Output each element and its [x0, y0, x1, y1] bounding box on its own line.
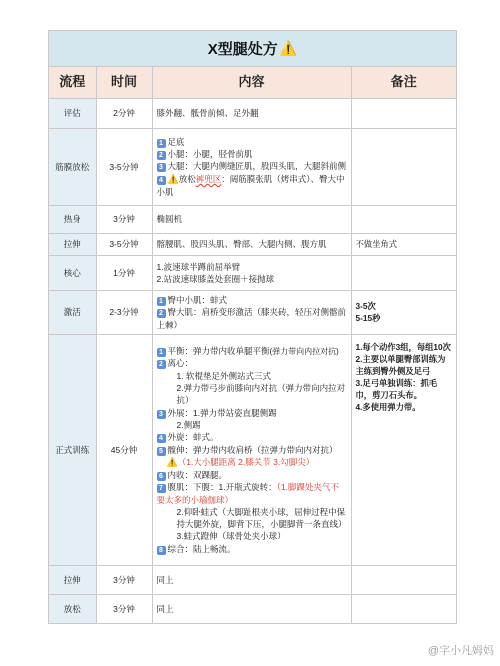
- item-text: 内收：双踝腿。: [167, 469, 228, 480]
- number-2-icon: 2: [157, 151, 166, 160]
- item-text: 大腿：大腿内侧缝匠肌，股四头肌，大腿斜前侧: [167, 161, 347, 172]
- item-text: 综合：陆上畅流。: [167, 543, 236, 554]
- note-cell: [351, 129, 456, 206]
- flow-cell: 评估: [49, 99, 96, 129]
- number-4-icon: 4: [157, 176, 166, 185]
- flow-cell: 拉伸: [49, 234, 96, 256]
- sheet-title: [49, 31, 456, 67]
- note-line: 2.主要以单腿臀部训练为主练到臀外侧及足弓: [355, 353, 446, 376]
- item-text: 放松: [178, 173, 196, 184]
- note-cell: [351, 99, 456, 129]
- flow-cell: 放松: [49, 594, 96, 623]
- item-text: 离心：: [167, 358, 194, 369]
- header-content: 内容: [152, 67, 351, 99]
- list-item: [157, 136, 347, 148]
- list-item: [157, 148, 347, 160]
- list-item: [157, 160, 347, 172]
- time-cell: 3-5分钟: [96, 129, 152, 206]
- number-3-icon: 3: [157, 410, 166, 419]
- flow-cell: 正式训练: [49, 334, 96, 565]
- number-7-icon: 7: [157, 484, 166, 493]
- content-cell: 椭圆机: [152, 206, 351, 234]
- table-row: [49, 291, 456, 335]
- time-cell: 1分钟: [96, 256, 152, 291]
- table-row: [49, 129, 456, 206]
- note-cell: 不做坐角式: [351, 234, 456, 256]
- warning-text: （1.脚踝处夹气不要太多的小瑜伽球）: [156, 482, 339, 505]
- note-line: 4.多使用弹力带。: [355, 402, 421, 413]
- list-item: [157, 345, 347, 358]
- note-cell: [351, 594, 456, 623]
- item-text: ：阔筋膜张肌（烤串式）、臀大中小肌: [156, 173, 345, 197]
- list-item: [157, 407, 347, 419]
- list-item: [157, 357, 347, 369]
- sub-item: 1. 软棍垫足外侧站式三式: [176, 370, 271, 381]
- number-5-icon: 5: [157, 447, 166, 456]
- note-cell: [351, 256, 456, 291]
- item-text: 臀大肌：肩桥变形激活（膝夹砖，轻压对侧髂前上棘）: [156, 307, 347, 330]
- content-cell: 膝外翻、骶骨前倾、足外翻: [152, 99, 351, 129]
- item-text: 臀中小肌：蚌式: [167, 295, 228, 305]
- content-cell: [152, 256, 351, 291]
- number-3-icon: 3: [157, 163, 166, 172]
- number-2-icon: 2: [157, 360, 166, 369]
- table-row: [49, 206, 456, 234]
- list-item: 1.波速球半蹲前屈举臂: [156, 261, 241, 272]
- time-cell: 3分钟: [96, 206, 152, 234]
- time-cell: 3分钟: [96, 594, 152, 623]
- list-item: [157, 469, 347, 481]
- sub-item: 2.侧踢: [176, 419, 201, 430]
- item-text: 腹肌：下腹：1.开瓶式旋转：: [167, 482, 277, 493]
- content-cell: 同上: [152, 594, 351, 623]
- watermark: @字小凡姆妈: [427, 645, 494, 657]
- item-text: 外旋：蚌式。: [167, 432, 219, 443]
- warning-icon: ⚠️: [166, 456, 178, 467]
- item-text: 足底: [167, 136, 185, 147]
- item-text: 髋伸：弹力带内收肩桥（拉弹力带向内对抗）: [167, 444, 338, 455]
- content-cell: [152, 334, 351, 565]
- flow-cell: 激活: [49, 291, 96, 335]
- sub-item: [157, 456, 347, 469]
- item-text: 小腿：小腿，胫骨前肌: [167, 149, 253, 160]
- sub-item: 2.仰卧蛙式（大脚趾根夹小球，屈伸过程中保持大腿外旋，脚背下压，小腿脚背一条直线）: [176, 506, 347, 530]
- highlight-text: 裤兜区: [195, 173, 222, 184]
- number-1-icon: 1: [157, 297, 166, 306]
- table-row: [49, 334, 456, 565]
- note-cell: [351, 334, 456, 565]
- time-cell: 2-3分钟: [96, 291, 152, 335]
- number-8-icon: 8: [157, 546, 166, 555]
- list-item: [157, 543, 347, 555]
- time-cell: 3-5分钟: [96, 234, 152, 256]
- note-line: 3-5次: [355, 301, 376, 312]
- time-cell: 3分钟: [96, 565, 152, 594]
- time-cell: 45分钟: [96, 334, 152, 565]
- list-item: [157, 294, 347, 306]
- item-text: (弹力带向内拉对抗): [269, 346, 339, 356]
- time-cell: 2分钟: [96, 99, 152, 129]
- warning-text: （1.大小腿距离 2.膝关节 3.勾脚尖）: [177, 456, 315, 467]
- flow-cell: 筋膜放松: [49, 129, 96, 206]
- header-note: 备注: [351, 67, 456, 99]
- flow-cell: 核心: [49, 256, 96, 291]
- header-time: 时间: [96, 67, 152, 99]
- number-4-icon: 4: [157, 434, 166, 443]
- number-1-icon: 1: [157, 348, 166, 357]
- title-text: X型腿处方: [207, 41, 278, 58]
- note-cell: [351, 206, 456, 234]
- table-row: [49, 234, 456, 256]
- table-row: [49, 256, 456, 291]
- number-6-icon: 6: [157, 472, 166, 481]
- table-row: [49, 99, 456, 129]
- list-item: [157, 431, 347, 443]
- list-item: [157, 173, 347, 198]
- list-item: [157, 481, 347, 506]
- warning-icon: ⚠️: [167, 173, 179, 184]
- item-text: 平衡：弹力带内收单腿平衡: [167, 345, 270, 356]
- list-item: [157, 444, 347, 456]
- sub-item: 3.蛙式蹬伸（球骨处夹小球）: [176, 531, 286, 542]
- table-row: [49, 594, 456, 623]
- header-row: [49, 67, 456, 99]
- warning-icon: ⚠️: [279, 40, 298, 56]
- item-text: 外展：1.弹力带站姿直腿侧踢: [167, 407, 277, 418]
- sub-item: 2.弹力带弓步前膝向内对抗（弹力带向内拉对抗）: [176, 382, 346, 406]
- content-cell: 同上: [152, 565, 351, 594]
- content-cell: 髂腰肌、股四头肌、臀部、大腿内侧、腹方肌: [152, 234, 351, 256]
- header-flow: 流程: [49, 67, 96, 99]
- note-line: 3.足弓单独训练：抓毛巾，剪刀石头布。: [355, 377, 438, 400]
- content-cell: [152, 129, 351, 206]
- note-line: 5-15秒: [355, 313, 381, 324]
- note-cell: [351, 291, 456, 335]
- flow-cell: 热身: [49, 206, 96, 234]
- number-2-icon: 2: [157, 309, 166, 318]
- prescription-sheet: [48, 30, 457, 624]
- note-line: 1.每个动作3组，每组10次: [355, 341, 451, 352]
- number-1-icon: 1: [157, 139, 166, 148]
- content-cell: [152, 291, 351, 335]
- list-item: 2.站波速球膝盖处套圈＋接抛球: [156, 274, 275, 284]
- note-cell: [351, 565, 456, 594]
- list-item: [157, 306, 347, 331]
- table-row: [49, 565, 456, 594]
- prescription-table: [49, 67, 456, 623]
- flow-cell: 拉伸: [49, 565, 96, 594]
